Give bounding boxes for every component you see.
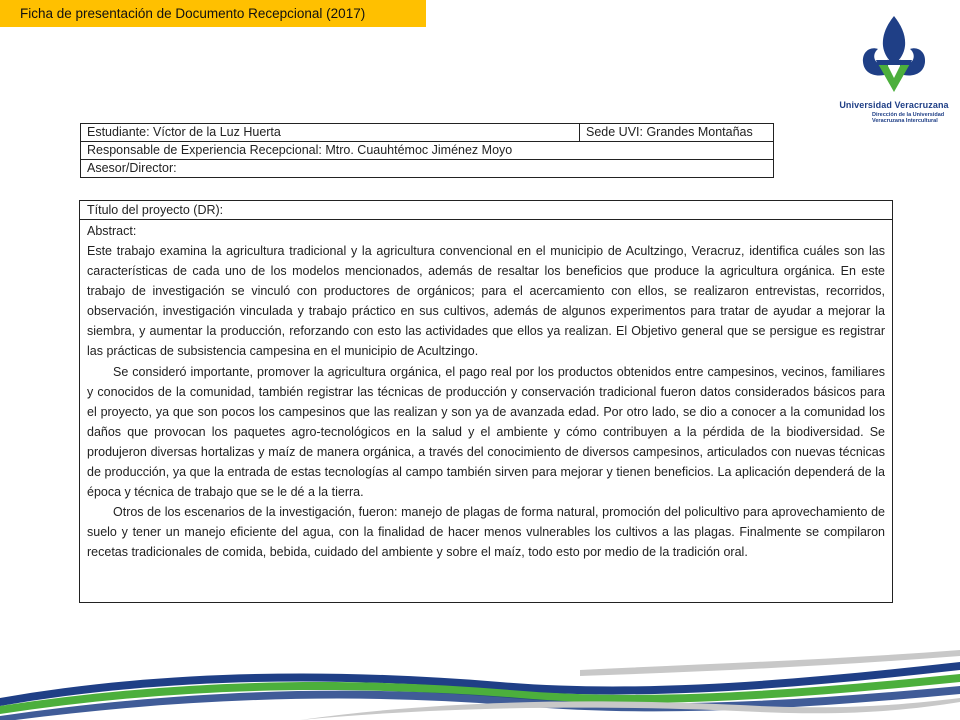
project-title-label: Título del proyecto (DR):	[80, 201, 892, 220]
university-subtitle-line: Dirección de la Universidad	[872, 112, 945, 118]
fleur-de-lis-icon	[836, 12, 952, 98]
table-row	[81, 124, 774, 142]
responsable-cell: Responsable de Experiencia Recepcional: Mtro. Cuauhtémoc Jiménez Moyo	[81, 142, 774, 160]
abstract-paragraph: Se consideró importante, promover la agricultura orgánica, el pago real por los productos obtenidos entre campesinos, vecinos, familiares y conocidos de la comunidad, también registrar las técnicas de producción y conservación tradicional fueron datos considerados básicos para el proyecto, ya que son pocos los campesinos que las realizan y son ya de avanzada edad. Por otro lado, se dio a conocer a la comunidad los daños que provocan los paquetes agro-tecnológicos en la salud y el ambiente y cómo contribuyen a la pérdida de la biodiversidad. Se produjeron diversas hortalizas y maíz de manera orgánica, a través del conocimiento de diversos campesinos, articulados con nuevas técnicas de producción, ya que la entrada de estas tecnologías al campo también sirven para mejorar y tienen beneficios. La aplicación dependerá de la época y técnica de trabajo que se le dé a la tierra.	[87, 364, 885, 500]
abstract-paragraph: Otros de los escenarios de la investigación, fueron: manejo de plagas de forma natural, promoción del policultivo para aprovechamiento de suelo y tener un manejo eficiente del agua, con la finalidad de hacer menos vulnerables los cultivos a las plagas. Finalmente se compilaron recetas tradicionales de comida, bebida, cuidado del ambiente y sobre el maíz, todo esto por medio de la tradición oral.	[87, 505, 885, 560]
project-box	[79, 200, 893, 603]
university-subtitle	[872, 112, 952, 124]
university-name: Universidad Veracruzana	[839, 100, 949, 110]
student-info-table	[80, 123, 774, 178]
decorative-waves	[0, 640, 960, 720]
abstract-paragraph: Este trabajo examina la agricultura tradicional y la agricultura convencional en el municipio de Acultzingo, Veracruz, identifica cuáles son las características de cada uno de los modelos mencionados, además de resaltar los beneficios que produce la agricultura orgánica. En este trabajo de investigación se vinculó con productores de orgánicos; para el acercamiento con ellos, se realizaron entrevistas, recorridos, observación, investigación vinculada y trabajo práctico en sus cultivos, además de algunos experimentos para tratar de ayudar a mejorar la siembra, y aumentar la producción, reforzando con esto las actividades que ellos ya realizan. El Objetivo general que se persigue es registrar las prácticas de subsistencia campesina en el municipio de Acultzingo.	[87, 244, 885, 359]
student-cell: Estudiante: Víctor de la Luz Huerta	[81, 124, 580, 142]
abstract-section	[80, 220, 892, 563]
document-header-tag	[0, 0, 426, 27]
university-subtitle-line: Veracruzana Intercultural	[872, 118, 938, 125]
abstract-label: Abstract:	[87, 224, 137, 238]
sede-cell: Sede UVI: Grandes Montañas	[580, 124, 774, 142]
header-label: Ficha de presentación de Documento Recepcional (2017)	[20, 6, 366, 21]
table-row	[81, 142, 774, 160]
table-row	[81, 160, 774, 178]
university-logo	[836, 12, 952, 132]
asesor-cell: Asesor/Director:	[81, 160, 774, 178]
